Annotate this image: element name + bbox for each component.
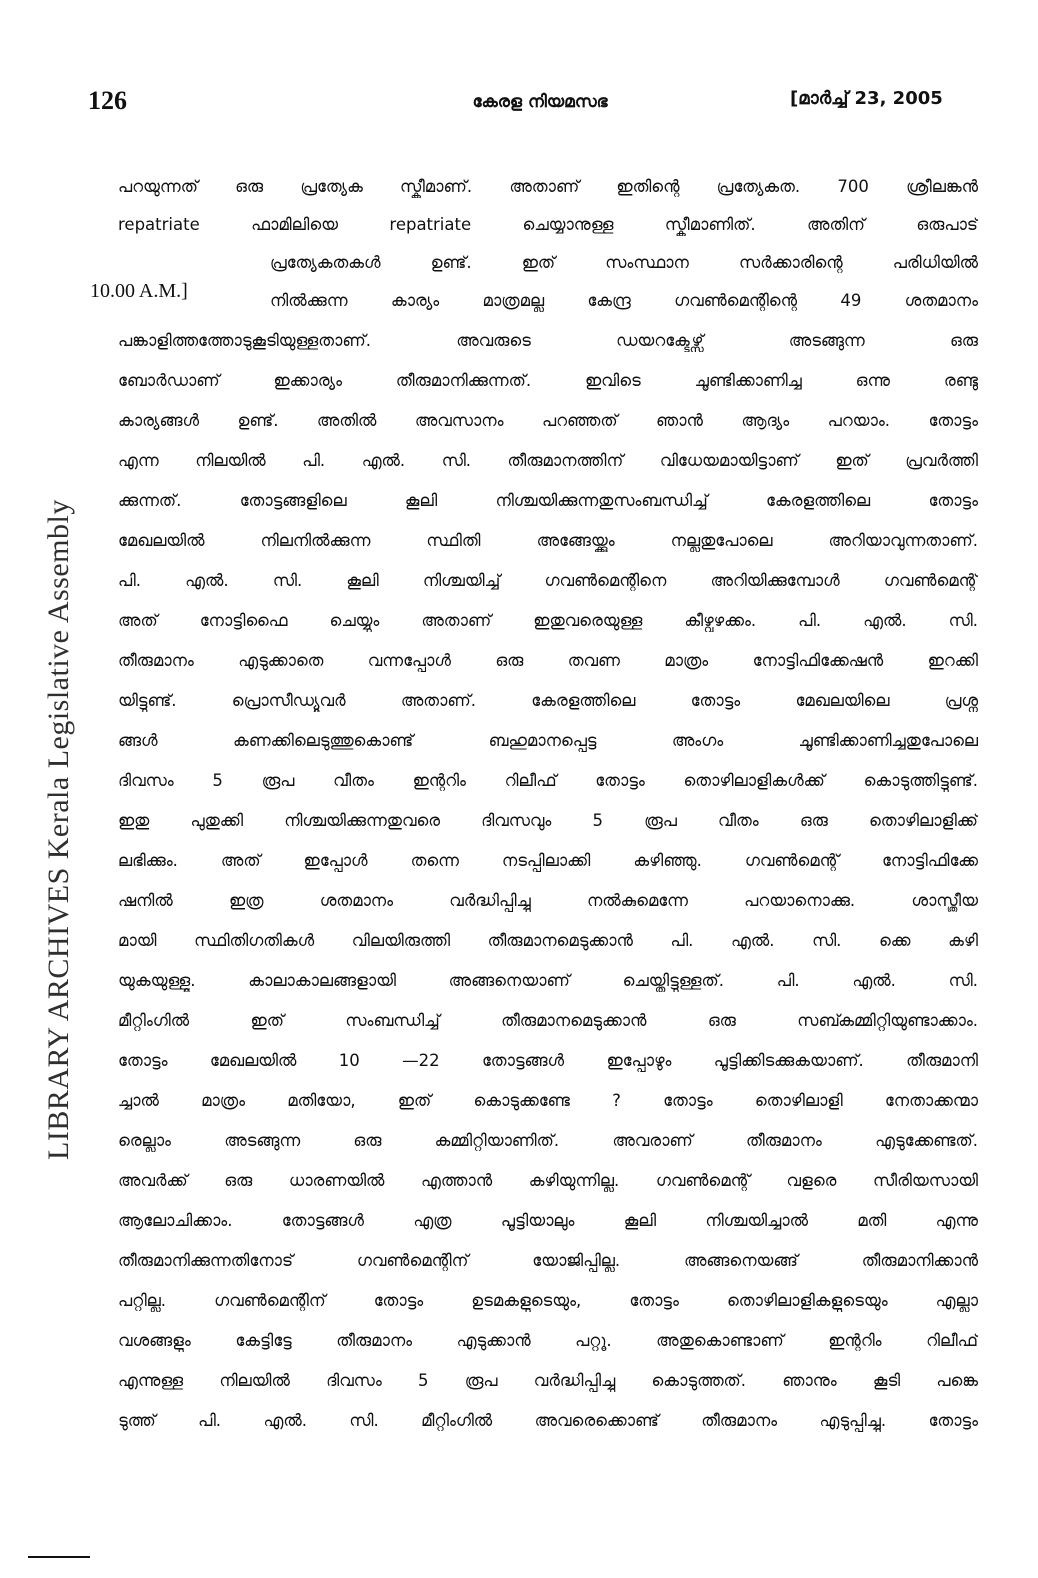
running-title: കേരള നിയമസഭ — [472, 92, 608, 112]
archive-watermark: LIBRARY ARCHIVES Kerala Legislative Assembly — [42, 499, 75, 1160]
text-line: എന്ന നിലയിൽ പി. എൽ. സി. തീരുമാനത്തിന് വിധേയമായിട്ടാണ് ഇത് പ്രവർത്തി — [118, 451, 978, 470]
footnote-rule — [28, 1556, 90, 1558]
text-line: ങ്ങൾ കണക്കിലെടുത്തുകൊണ്ട് ബഹുമാനപ്പെട്ട അംഗം ചൂണ്ടിക്കാണിച്ചതുപോലെ — [118, 731, 978, 750]
text-line: തീരുമാനിക്കുന്നതിനോട് ഗവൺമെന്റിന് യോജിപ്പില്ല. അങ്ങനെയങ്ങ് തീരുമാനിക്കാൻ — [118, 1251, 978, 1270]
text-line: പ്രത്യേകതകൾ ഉണ്ട്. ഇത് സംസ്ഥാന സർക്കാരിന്റെ പരിധിയിൽ — [270, 253, 978, 272]
text-line: വശങ്ങളും കേട്ടിട്ടേ തീരുമാനം എടുക്കാൻ പറ്റൂ. അതുകൊണ്ടാണ് ഇന്ററിം റിലീഫ് — [118, 1331, 978, 1350]
text-line: നിൽക്കുന്ന കാര്യം മാത്രമല്ല കേന്ദ്ര ഗവൺമെന്റിന്റെ 49 ശതമാനം — [270, 291, 978, 310]
text-line: ച്ചാൽ മാത്രം മതിയോ, ഇത് കൊടുക്കണ്ടേ ? തോട്ടം തൊഴിലാളി നേതാക്കന്മാ — [118, 1091, 978, 1110]
text-line: തോട്ടം മേഖലയിൽ 10 —22 തോട്ടങ്ങൾ ഇപ്പോഴും പൂട്ടിക്കിടക്കുകയാണ്. തീരുമാനി — [118, 1051, 978, 1070]
text-line: കാര്യങ്ങൾ ഉണ്ട്. അതിൽ അവസാനം പറഞ്ഞത് ഞാൻ ആദ്യം പറയാം. തോട്ടം — [118, 411, 978, 430]
text-line: പറയുന്നത് ഒരു പ്രത്യേക സ്കീമാണ്. അതാണ് ഇതിന്റെ പ്രത്യേകത. 700 ശ്രീലങ്കൻ — [118, 177, 978, 196]
text-line: അവർക്ക് ഒരു ധാരണയിൽ എത്താൻ കഴിയുന്നില്ല. ഗവൺമെന്റ് വളരെ സീരിയസായി — [118, 1171, 978, 1190]
text-line: മേഖലയിൽ നിലനിൽക്കുന്ന സ്ഥിതി അങ്ങേയ്ക്കും നല്ലതുപോലെ അറിയാവുന്നതാണ്. — [118, 531, 978, 550]
text-line: ബോർഡാണ് ഇക്കാര്യം തീരുമാനിക്കുന്നത്. ഇവിടെ ചൂണ്ടിക്കാണിച്ച ഒന്നു രണ്ടു — [118, 371, 978, 390]
page-date: [മാർച്ച് 23, 2005 — [790, 88, 943, 109]
text-line: മായി സ്ഥിതിഗതികൾ വിലയിരുത്തി തീരുമാനമെടുക്കാൻ പി. എൽ. സി. ക്കെ കഴി — [118, 931, 978, 950]
text-line: എന്നുള്ള നിലയിൽ ദിവസം 5 രൂപ വർദ്ധിപ്പിച്ചു കൊടുത്തത്. ഞാനും കൂടി പങ്കെ — [118, 1371, 978, 1390]
text-line: അത് നോട്ടിഫൈ ചെയ്യും അതാണ് ഇതുവരെയുള്ള കീഴ്വഴക്കം. പി. എൽ. സി. — [118, 611, 978, 630]
text-line: യിട്ടുണ്ട്. പ്രൊസീഡ്യൂവർ അതാണ്. കേരളത്തിലെ തോട്ടം മേഖലയിലെ പ്രശ്ന — [118, 691, 978, 710]
text-line: ഷനിൽ ഇത്ര ശതമാനം വർദ്ധിപ്പിച്ചു നൽകുമെന്നേ പറയാനൊക്കു. ശാസ്ത്രീയ — [118, 891, 978, 910]
text-line: ദിവസം 5 രൂപ വീതം ഇന്ററിം റിലീഫ് തോട്ടം തൊഴിലാളികൾക്ക് കൊടുത്തിട്ടുണ്ട്. — [118, 771, 978, 790]
page-number: 126 — [88, 86, 127, 115]
time-stamp: 10.00 A.M.] — [90, 280, 188, 302]
text-line: പറ്റില്ല. ഗവൺമെന്റിന് തോട്ടം ഉടമകളുടെയും, തോട്ടം തൊഴിലാളികളുടെയും എല്ലാ — [118, 1291, 978, 1310]
text-line: ആലോചിക്കാം. തോട്ടങ്ങൾ എത്ര പൂട്ടിയാലും കൂലി നിശ്ചയിച്ചാൽ മതി എന്നു — [118, 1211, 978, 1230]
text-line: ടുത്ത് പി. എൽ. സി. മീറ്റിംഗിൽ അവരെക്കൊണ്ട് തീരുമാനം എടുപ്പിച്ചു. തോട്ടം — [118, 1411, 978, 1430]
text-line: രെല്ലാം അടങ്ങുന്ന ഒരു കമ്മിറ്റിയാണിത്. അവരാണ് തീരുമാനം എടുക്കേണ്ടത്. — [118, 1131, 978, 1150]
text-line: ക്കുന്നത്. തോട്ടങ്ങളിലെ കൂലി നിശ്ചയിക്കുന്നതുസംബന്ധിച്ച് കേരളത്തിലെ തോട്ടം — [118, 491, 978, 510]
text-line: പി. എൽ. സി. കൂലി നിശ്ചയിച്ച് ഗവൺമെന്റിനെ അറിയിക്കുമ്പോൾ ഗവൺമെന്റ് — [118, 571, 978, 590]
text-line: യുകയുള്ളൂ. കാലാകാലങ്ങളായി അങ്ങനെയാണ് ചെയ്തിട്ടുള്ളത്. പി. എൽ. സി. — [118, 971, 978, 990]
text-line: ഇതു പുതുക്കി നിശ്ചയിക്കുന്നതുവരെ ദിവസവും 5 രൂപ വീതം ഒരു തൊഴിലാളിക്ക് — [118, 811, 978, 830]
text-line: ലഭിക്കും. അത് ഇപ്പോൾ തന്നെ നടപ്പിലാക്കി കഴിഞ്ഞു. ഗവൺമെന്റ് നോട്ടിഫിക്കേ — [118, 851, 978, 870]
text-line: മീറ്റിംഗിൽ ഇത് സംബന്ധിച്ച് തീരുമാനമെടുക്കാൻ ഒരു സബ്കമ്മിറ്റിയുണ്ടാക്കാം. — [118, 1011, 978, 1030]
text-line: repatriate ഫാമിലിയെ repatriate ചെയ്യാനുള്ള സ്കീമാണിത്. അതിന് ഒരുപാട് — [118, 215, 978, 234]
text-line: പങ്കാളിത്തത്തോടുകൂടിയുള്ളതാണ്. അവരുടെ ഡയറക്ടേഴ്സ് അടങ്ങുന്ന ഒരു — [118, 331, 978, 350]
text-line: തീരുമാനം എടുക്കാതെ വന്നപ്പോൾ ഒരു തവണ മാത്രം നോട്ടിഫിക്കേഷൻ ഇറക്കി — [118, 651, 978, 670]
